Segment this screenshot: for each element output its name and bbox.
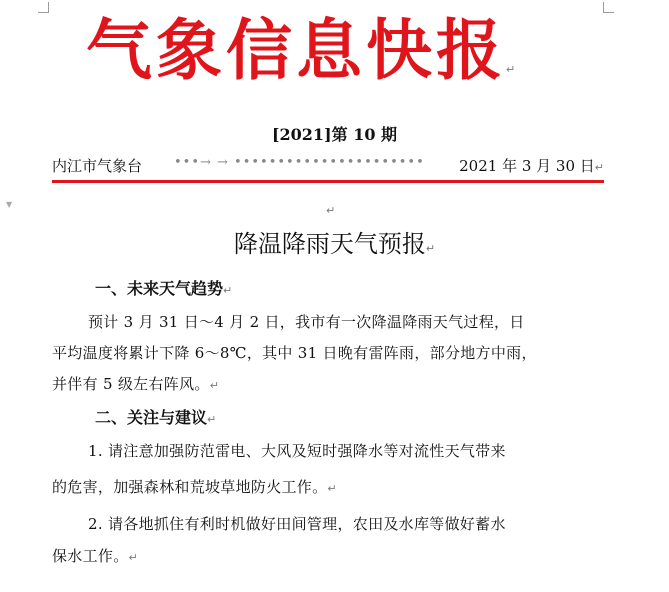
section-heading-advice: 二、关注与建议↵: [95, 408, 217, 427]
paragraph-line: 的危害，加强森林和荒坡草地防火工作。↵: [52, 478, 337, 496]
margin-corner-mark: [38, 2, 49, 13]
paragraph-line: 保水工作。↵: [52, 547, 139, 565]
paragraph-line: 2. 请各地抓住有利时机做好田间管理，农田及水库等做好蓄水: [88, 515, 506, 533]
red-divider-line: [52, 180, 604, 183]
document-title: 降温降雨天气预报↵: [233, 230, 436, 258]
issuer-date-row: [52, 155, 604, 177]
document-title-text: 降温降雨天气预报: [233, 230, 426, 258]
section-heading-forecast: 一、未来天气趋势↵: [95, 279, 233, 298]
paragraph-line: 并伴有 5 级左右阵风。↵: [52, 375, 220, 393]
margin-corner-mark: [603, 2, 614, 13]
leader-dots: •••→ → ••••••••••••••••••••••: [174, 155, 425, 170]
issue-number: [0, 122, 669, 145]
paragraph-line: 1. 请注意加强防范雷电、大风及短时强降水等对流性天气带来: [88, 442, 506, 460]
paragraph-line: 预计 3 月 31 日～4 月 2 日，我市有一次降温降雨天气过程，日: [88, 313, 525, 331]
issue-date: 2021 年 3 月 30 日↵: [459, 157, 604, 175]
banner-title-text: 气象信息快报: [86, 12, 506, 89]
margin-tick-mark: ▼: [6, 200, 13, 209]
paragraph-mark: ↵: [326, 204, 336, 217]
issue-number-text: [2021]第 10 期: [271, 125, 398, 144]
issuer-name: 内江市气象台: [52, 157, 143, 175]
paragraph-mark: ↵: [506, 63, 520, 76]
banner-title: [86, 8, 586, 93]
paragraph-line: 平均温度将累计下降 6～8℃，其中 31 日晚有雷阵雨，部分地方中雨，: [52, 344, 537, 362]
